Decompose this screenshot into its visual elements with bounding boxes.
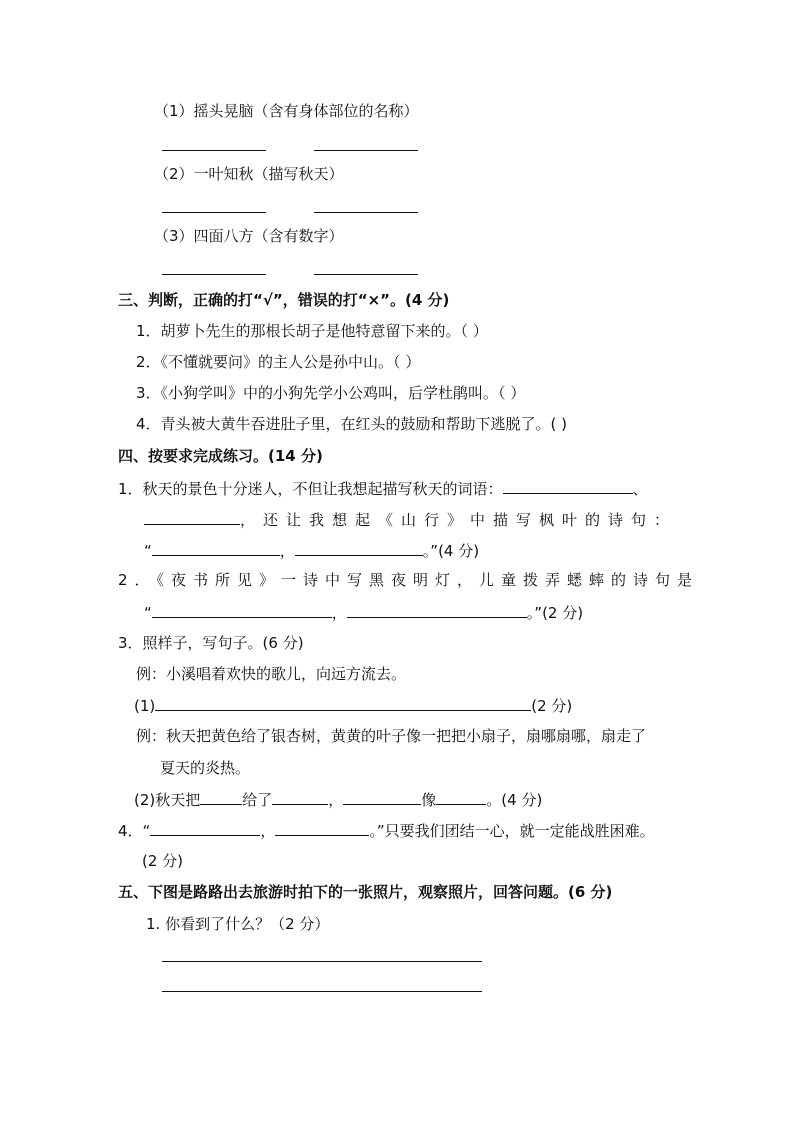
answer-blank[interactable]	[272, 789, 328, 805]
answer-blank[interactable]	[152, 602, 332, 618]
answer-text: ，	[328, 791, 344, 809]
q4-open: 4．“	[118, 822, 151, 840]
q1-line2	[144, 509, 677, 530]
judge-item-2: 2．《不懂就要问》的主人公是孙中山。（ ）	[136, 353, 421, 371]
q2-line2	[144, 602, 583, 623]
idiom-item-3: （3）四面八方（含有数字）	[154, 227, 344, 245]
q1-score: 。”(4 分)	[422, 542, 480, 560]
comma: ，	[331, 604, 347, 622]
q4-end: 。”只要我们团结一心，就一定能战胜困难。	[369, 822, 655, 840]
q4-line	[118, 820, 655, 841]
answer-blank[interactable]	[503, 478, 633, 494]
answer-blank[interactable]	[436, 789, 486, 805]
answer-blank[interactable]	[347, 602, 527, 618]
answer-blank[interactable]	[144, 509, 240, 525]
answer-text: 像	[421, 791, 437, 809]
idiom-item-1: （1）摇头晃脑（含有身体部位的名称）	[154, 102, 419, 120]
open-quote: “	[144, 542, 152, 560]
q1-line1-end: 、	[632, 480, 648, 498]
q2-text: 2．《夜书所见》一诗中写黑夜明灯，儿童拨弄蟋蟀的诗句是	[118, 571, 700, 589]
answer-line[interactable]	[162, 274, 266, 275]
q3-example-2-line2: 夏天的炎热。	[160, 759, 251, 777]
answer-blank[interactable]	[200, 789, 242, 805]
judge-item-3: 3．《小狗学叫》中的小狗先学小公鸡叫，后学杜鹃叫。（ ）	[136, 384, 526, 402]
answer-blank[interactable]	[152, 540, 280, 556]
q2-score: 。”(2 分)	[526, 604, 584, 622]
answer-blank[interactable]	[343, 789, 421, 805]
answer-blank[interactable]	[295, 540, 423, 556]
q1-line1	[118, 478, 648, 499]
q3-answer-2	[134, 789, 542, 810]
answer-text: (2)秋天把	[134, 791, 201, 809]
answer-blank[interactable]	[275, 820, 369, 836]
answer-blank[interactable]	[155, 695, 531, 711]
q1-line2-text: ，还让我想起《山行》中描写枫叶的诗句：	[240, 511, 678, 529]
answer-blank[interactable]	[150, 820, 260, 836]
answer-line[interactable]	[314, 274, 418, 275]
score: 。(4 分)	[486, 791, 543, 809]
q1-line3	[144, 540, 479, 561]
answer-text: 给了	[242, 791, 273, 809]
section-4-title: 四、按要求完成练习。(14 分)	[118, 447, 323, 465]
section-3-title: 三、判断，正确的打“√”，错误的打“×”。(4 分)	[118, 291, 450, 309]
answer-line[interactable]	[162, 212, 266, 213]
q3-answer-1	[134, 695, 572, 716]
open-quote: “	[144, 604, 152, 622]
answer-line[interactable]	[162, 961, 482, 962]
answer-line[interactable]	[314, 150, 418, 151]
answer-line[interactable]	[314, 212, 418, 213]
judge-item-4: 4．青头被大黄牛吞进肚子里，在红头的鼓励和帮助下逃脱了。( )	[136, 415, 568, 433]
section-5-title: 五、下图是路路出去旅游时拍下的一张照片，观察照片，回答问题。(6 分)	[118, 883, 613, 901]
score: (2 分)	[531, 697, 573, 715]
s5-question-1: 1. 你看到了什么？（2 分）	[146, 915, 330, 933]
answer-line[interactable]	[162, 150, 266, 151]
comma: ，	[279, 542, 295, 560]
comma: ，	[260, 822, 276, 840]
q3-title: 3．照样子，写句子。(6 分)	[118, 634, 304, 652]
q3-example-2-line1: 例：秋天把黄色给了银杏树，黄黄的叶子像一把把小扇子，扇哪扇哪，扇走了	[136, 727, 647, 745]
answer-line[interactable]	[162, 991, 482, 992]
answer-label: (1)	[134, 697, 156, 715]
q3-example-1: 例：小溪唱着欢快的歌儿，向远方流去。	[136, 665, 407, 683]
q1-text: 1．秋天的景色十分迷人，不但让我想起描写秋天的词语：	[118, 480, 503, 498]
q2-line1	[118, 570, 699, 590]
q4-score: (2 分)	[142, 852, 184, 870]
idiom-item-2: （2）一叶知秋（描写秋天）	[154, 165, 344, 183]
judge-item-1: 1．胡萝卜先生的那根长胡子是他特意留下来的。（ ）	[136, 322, 488, 340]
